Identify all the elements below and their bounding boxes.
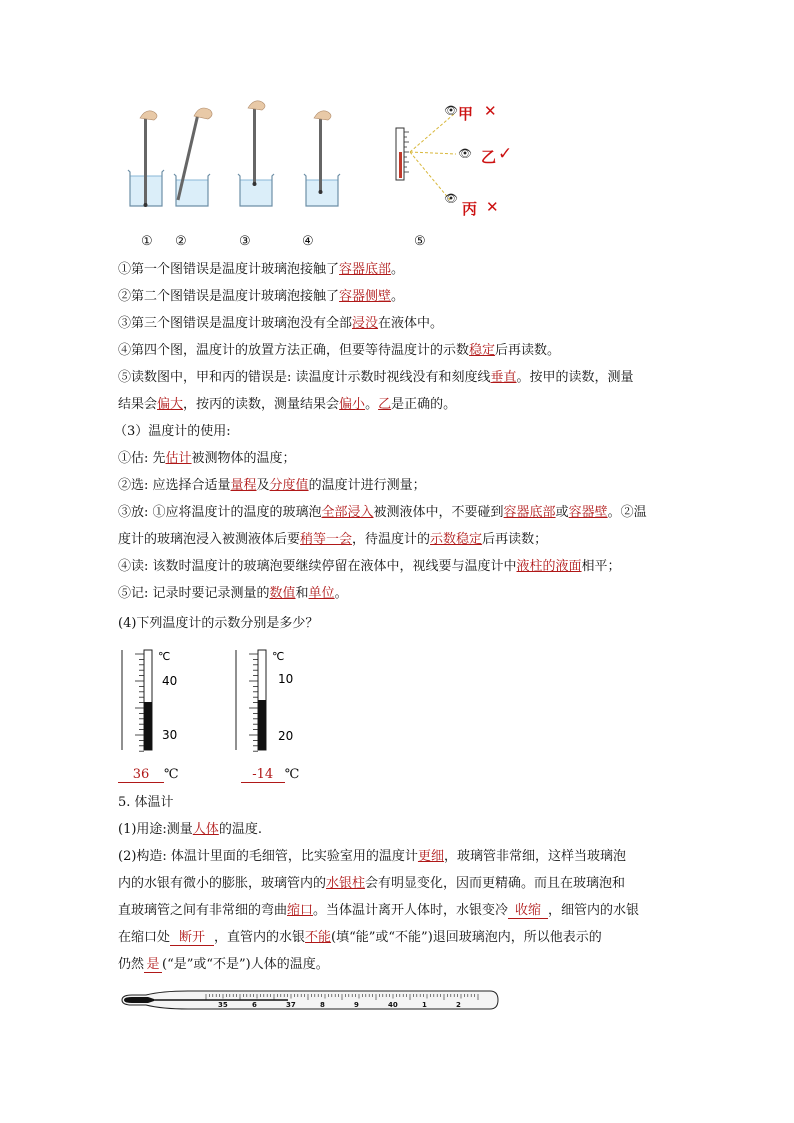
- answer: 示数稳定: [430, 532, 483, 547]
- usage-step-place-cont: 度计的玻璃泡浸入被测液体后要稍等一会，待温度计的示数稳定后再读数；: [118, 532, 548, 547]
- scale-label: 10: [278, 672, 294, 686]
- view-label-jia: 甲: [458, 105, 474, 123]
- answer: 数值: [269, 586, 296, 601]
- answer: 全部浸入: [321, 505, 374, 520]
- beaker-1: [128, 111, 164, 207]
- wrong-mark: ✕: [484, 102, 497, 120]
- answer-blank-1: 36: [118, 768, 164, 783]
- eye-icon: 👁: [444, 192, 458, 205]
- answer: 估计: [165, 451, 192, 466]
- usage-step-place: ③放: ①应将温度计的温度的玻璃泡全部浸入被测液体中，不要碰到容器底部或容器壁。②温: [118, 505, 647, 520]
- error-line-2: ②第二个图错误是温度计玻璃泡接触了容器侧壁。: [118, 289, 405, 304]
- figure-label-2: ②: [175, 234, 187, 249]
- answer: 垂直: [490, 370, 517, 385]
- clinical-scale-label: 8: [320, 1001, 325, 1009]
- answer: 人体: [192, 822, 219, 837]
- question-4: (4)下列温度计的示数分别是多少？: [118, 616, 319, 631]
- unit-label: ℃: [272, 650, 285, 663]
- answer-blank-2: -14: [241, 768, 285, 783]
- answer: 量程: [230, 478, 257, 493]
- scale-label: 40: [162, 674, 178, 688]
- error-line-5: ⑤读数图中，甲和丙的错误是: 读温度计示数时视线没有和刻度线垂直。按甲的读数，测量: [118, 370, 634, 385]
- answer: 缩口: [287, 903, 314, 918]
- beaker-2: [174, 108, 212, 206]
- answer: 容器壁: [568, 505, 608, 520]
- clinical-scale-label: 37: [286, 1001, 296, 1009]
- beaker-4: [304, 111, 340, 206]
- clinical-scale-label: 9: [354, 1001, 359, 1009]
- usage-step-select: ②选: 应选择合适量量程及分度值的温度计进行测量；: [118, 478, 426, 493]
- construction-line-2: 内的水银有微小的膨胀，玻璃管内的水银柱会有明显变化，因而更精确。而且在玻璃泡和: [118, 876, 626, 891]
- construction-line-5: 仍然 是 (“是”或“不是”)人体的温度。: [118, 957, 329, 972]
- figure-label-4: ④: [302, 234, 314, 249]
- answer: 偏大: [157, 397, 184, 412]
- clinical-thermometer-figure: [118, 987, 502, 1013]
- answer: 稳定: [469, 343, 496, 358]
- error-line-3: ③第三个图错误是温度计玻璃泡没有全部浸没在液体中。: [118, 316, 444, 331]
- usage-step-read: ④读: 该数时温度计的玻璃泡要继续停留在液体中，视线要与温度计中液柱的液面相平；: [118, 559, 621, 574]
- answer: 稍等一会: [300, 532, 353, 547]
- construction-line-4: 在缩口处 断开 ，直管内的水银不能(填“能”或“不能”)退回玻璃泡内，所以他表示的: [118, 930, 602, 945]
- error-line-4: ④第四个图，温度计的放置方法正确，但要等待温度计的示数稳定后再读数。: [118, 343, 561, 358]
- construction-line-3: 直玻璃管之间有非常细的弯曲缩口。当体温计离开人体时，水银变冷 收缩 ，细管内的水银: [118, 903, 640, 918]
- correct-mark: ✓: [498, 144, 513, 164]
- answer: 更细: [417, 849, 444, 864]
- view-label-yi: 乙: [481, 148, 497, 166]
- question-4-answers: 36 ℃ -14 ℃: [118, 767, 678, 783]
- error-line-1: ①第一个图错误是温度计玻璃泡接触了容器底部。: [118, 262, 405, 277]
- clinical-scale-label: 35: [218, 1001, 228, 1009]
- answer: 偏小: [339, 397, 366, 412]
- usage-step-estimate: ①估: 先估计被测物体的温度；: [118, 451, 296, 466]
- eye-icon: 👁: [444, 104, 458, 117]
- figure-label-5: ⑤: [414, 234, 426, 249]
- construction-line-1: (2)构造: 体温计里面的毛细管，比实验室用的温度计更细，玻璃管非常细，这样当玻璃泡: [118, 849, 626, 864]
- reading-scale: [396, 114, 456, 200]
- clinical-use: (1)用途:测量人体的温度.: [118, 822, 262, 837]
- clinical-scale-label: 1: [422, 1001, 427, 1009]
- error-line-6: 结果会偏大，按丙的读数，测量结果会偏小。乙是正确的。: [118, 397, 457, 412]
- answer: 分度值: [269, 478, 309, 493]
- usage-heading: （3）温度计的使用:: [114, 424, 231, 439]
- answer-blank: 收缩: [508, 904, 548, 919]
- clinical-scale-label: 6: [252, 1001, 257, 1009]
- answer: 浸没: [352, 316, 379, 331]
- figure-label-1: ①: [141, 234, 153, 249]
- scale-label: 30: [162, 728, 178, 742]
- answer: 容器底部: [339, 262, 392, 277]
- view-label-bing: 丙: [462, 200, 478, 218]
- unit-label: ℃: [158, 650, 171, 663]
- clinical-scale-label: 40: [388, 1001, 398, 1009]
- answer: 单位: [308, 586, 335, 601]
- answer: 液柱的液面: [516, 559, 582, 574]
- answer: 水银柱: [326, 876, 366, 891]
- answer-blank: 是: [144, 958, 162, 973]
- wrong-mark: ✕: [486, 198, 499, 216]
- answer: 不能: [305, 930, 332, 945]
- figure-label-3: ③: [239, 234, 251, 249]
- thermometer-reading-1: [118, 648, 198, 752]
- section-5-title: 5. 体温计: [118, 795, 174, 810]
- answer-blank: 断开: [170, 931, 214, 946]
- beaker-3: [238, 101, 274, 206]
- answer: 乙: [378, 397, 392, 412]
- eye-icon: 👁: [458, 147, 472, 160]
- answer: 容器侧壁: [339, 289, 392, 304]
- clinical-scale-label: 2: [456, 1001, 461, 1009]
- thermometer-reading-2: [232, 648, 312, 752]
- usage-step-record: ⑤记: 记录时要记录测量的数值和单位。: [118, 586, 348, 601]
- scale-label: 20: [278, 729, 294, 743]
- answer: 容器底部: [503, 505, 556, 520]
